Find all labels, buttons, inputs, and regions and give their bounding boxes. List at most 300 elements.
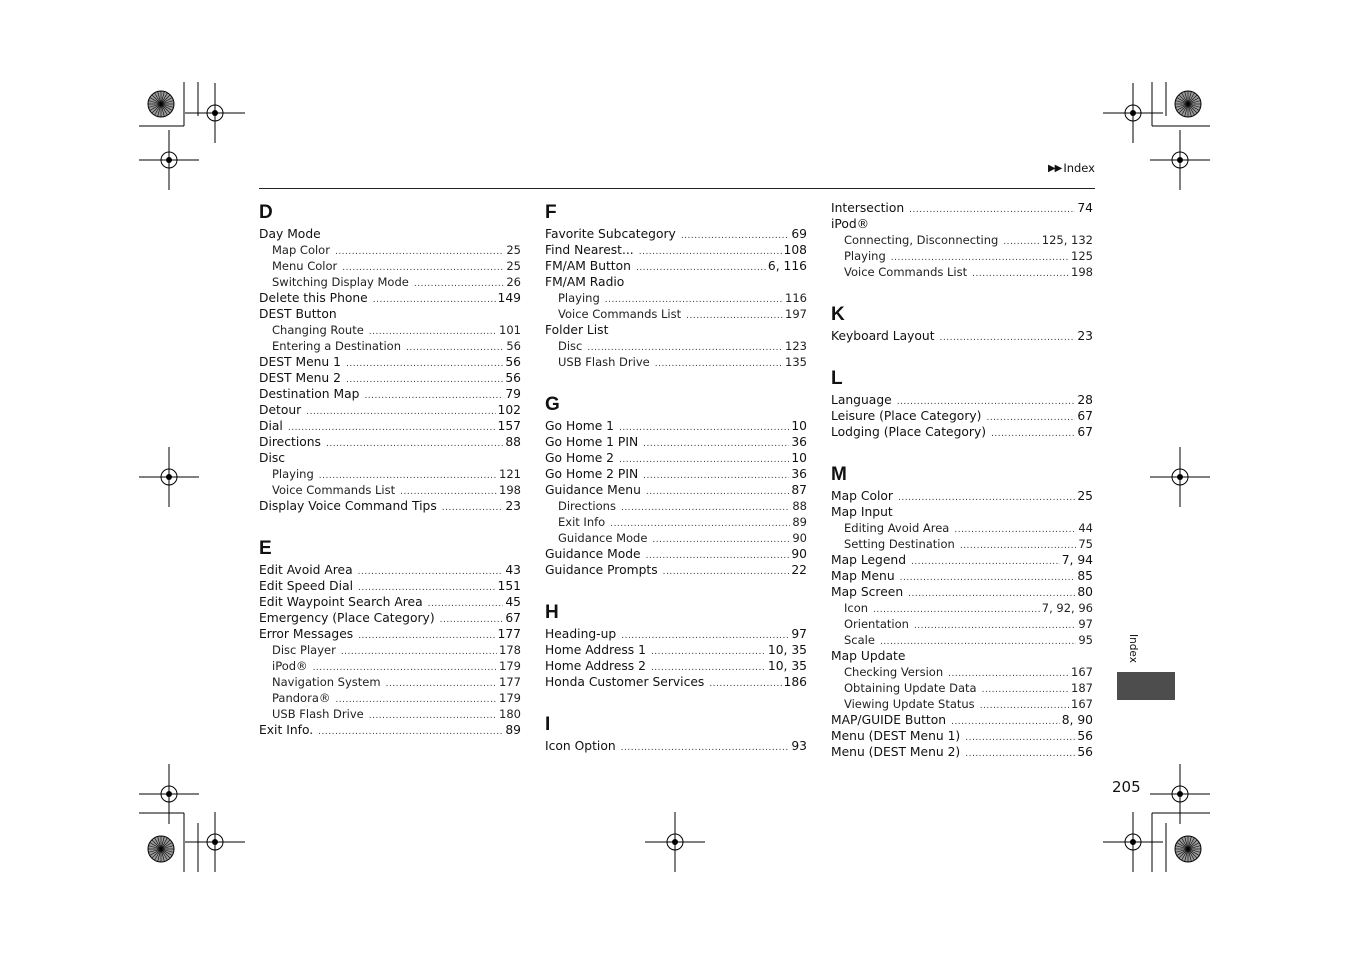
page-reference: 79: [505, 387, 521, 401]
entry-label: Home Address 2: [545, 659, 646, 673]
entry-label: Directions: [259, 435, 321, 449]
section-letter: I: [545, 714, 551, 735]
dot-leader: [442, 500, 504, 516]
page-reference: 7, 92, 96: [1041, 601, 1093, 615]
entry-label: iPod®: [272, 659, 308, 673]
entry-label: Edit Waypoint Search Area: [259, 595, 423, 609]
page-reference: 186: [783, 675, 807, 689]
dot-leader: [386, 676, 497, 692]
dot-leader: [414, 276, 505, 292]
index-subentry: [831, 616, 1093, 632]
entry-label: Menu (DEST Menu 1): [831, 729, 961, 743]
page-reference: 187: [1071, 681, 1093, 695]
dot-leader: [341, 644, 497, 660]
page-reference: 43: [505, 563, 521, 577]
index-entry: [259, 578, 521, 594]
page-reference: 177: [497, 627, 521, 641]
dot-leader: [358, 564, 504, 580]
index-entry: [545, 738, 807, 754]
entry-label: Delete this Phone: [259, 291, 368, 305]
dot-leader: [346, 372, 503, 388]
entry-label: Edit Avoid Area: [259, 563, 353, 577]
page-reference: 88: [505, 435, 521, 449]
page-reference: 149: [497, 291, 521, 305]
index-entry: [545, 450, 807, 466]
index-entry: [259, 370, 521, 386]
index-subentry: [545, 290, 807, 306]
entry-label: USB Flash Drive: [558, 355, 650, 369]
index-entry: [259, 290, 521, 306]
index-entry: [831, 744, 1093, 760]
entry-label: Language: [831, 393, 892, 407]
dot-leader: [1003, 234, 1039, 250]
entry-label: Voice Commands List: [558, 307, 682, 321]
entry-label: Error Messages: [259, 627, 354, 641]
entry-label: Navigation System: [272, 675, 381, 689]
entry-label: Disc: [558, 339, 583, 353]
index-entry: [545, 466, 807, 482]
section-letter: D: [259, 202, 273, 223]
entry-label: Heading-up: [545, 627, 617, 641]
entry-label: Exit Info.: [259, 723, 314, 737]
index-subentry: [259, 642, 521, 658]
entry-label: Emergency (Place Category): [259, 611, 435, 625]
entry-label: MAP/GUIDE Button: [831, 713, 947, 727]
dot-leader: [364, 388, 503, 404]
entry-label: Home Address 1: [545, 643, 646, 657]
dot-leader: [306, 404, 495, 420]
index-entry: [545, 482, 807, 498]
page-reference: 45: [505, 595, 521, 609]
page-reference: 125, 132: [1041, 233, 1093, 247]
page-reference: 88: [792, 499, 807, 513]
entry-label: Setting Destination: [844, 537, 955, 551]
page-reference: 167: [1071, 697, 1093, 711]
registration-dot: [166, 791, 172, 797]
index-subentry: [259, 466, 521, 482]
dot-leader: [335, 244, 504, 260]
index-entry: [259, 306, 521, 322]
entry-label: Guidance Mode: [545, 547, 641, 561]
page-reference: 123: [785, 339, 807, 353]
entry-label: FM/AM Radio: [545, 275, 625, 289]
index-subentry: [259, 706, 521, 722]
dot-leader: [318, 724, 503, 740]
index-entry: [545, 546, 807, 562]
double-arrow-icon: ▶▶: [1047, 162, 1062, 174]
dot-leader: [621, 628, 789, 644]
index-subentry: [831, 248, 1093, 264]
index-column-2: [545, 200, 807, 754]
dot-leader: [986, 410, 1075, 426]
section-letter: H: [545, 602, 559, 623]
page-reference: 26: [506, 275, 521, 289]
dot-leader: [909, 202, 1075, 218]
registration-dot: [672, 839, 678, 845]
dot-leader: [619, 452, 789, 468]
registration-dot: [1177, 791, 1183, 797]
section-letter: G: [545, 394, 560, 415]
entry-label: Playing: [272, 467, 314, 481]
index-subentry: [831, 680, 1093, 696]
dot-leader: [369, 708, 497, 724]
index-subentry: [259, 274, 521, 290]
index-entry: [545, 226, 807, 242]
entry-label: iPod®: [831, 217, 870, 231]
header-rule: [259, 188, 1095, 189]
page-reference: 10, 35: [767, 659, 807, 673]
page-reference: 56: [506, 339, 521, 353]
page-reference: 135: [785, 355, 807, 369]
index-entry: [259, 418, 521, 434]
entry-label: Guidance Menu: [545, 483, 641, 497]
dot-leader: [982, 682, 1069, 698]
index-section: [259, 536, 521, 738]
index-entry: [545, 274, 807, 290]
page-reference: 93: [791, 739, 807, 753]
side-tab: [1117, 672, 1175, 700]
dot-leader: [914, 618, 1076, 634]
entry-label: Go Home 1 PIN: [545, 435, 639, 449]
index-section: [259, 200, 521, 529]
entry-label: Dial: [259, 419, 283, 433]
page-reference: 67: [1077, 425, 1093, 439]
index-entry: [545, 434, 807, 450]
dot-leader: [954, 522, 1076, 538]
index-subentry: [545, 514, 807, 530]
index-subentry: [545, 306, 807, 322]
index-subentry: [831, 664, 1093, 680]
page-reference: 179: [499, 659, 521, 673]
entry-label: Scale: [844, 633, 875, 647]
entry-label: Find Nearest...: [545, 243, 634, 257]
entry-label: Editing Avoid Area: [844, 521, 950, 535]
page-reference: 67: [505, 611, 521, 625]
dot-leader: [651, 644, 766, 660]
entry-label: Honda Customer Services: [545, 675, 705, 689]
index-entry: [831, 488, 1093, 504]
entry-label: Connecting, Disconnecting: [844, 233, 999, 247]
index-section: [545, 712, 807, 754]
entry-label: Switching Display Mode: [272, 275, 409, 289]
dot-leader: [373, 292, 496, 308]
dot-leader: [991, 426, 1075, 442]
index-subentry: [259, 338, 521, 354]
registration-dot: [1177, 474, 1183, 480]
page-reference: 69: [791, 227, 807, 241]
index-column-3: [831, 200, 1093, 760]
index-subentry: [259, 482, 521, 498]
page-reference: 97: [791, 627, 807, 641]
entry-label: Intersection: [831, 201, 905, 215]
entry-label: Menu Color: [272, 259, 338, 273]
index-entry: [259, 722, 521, 738]
page-reference: 10: [791, 451, 807, 465]
index-entry: [831, 552, 1093, 568]
dot-leader: [980, 698, 1069, 714]
dot-leader: [898, 490, 1075, 506]
entry-label: Disc Player: [272, 643, 336, 657]
page-reference: 56: [505, 355, 521, 369]
registration-dot: [1130, 839, 1136, 845]
header-section-title: Index: [1063, 161, 1095, 175]
side-tab-label: Index: [1127, 634, 1139, 663]
index-subentry: [831, 232, 1093, 248]
page-reference: 121: [499, 467, 521, 481]
dot-leader: [900, 570, 1076, 586]
section-letter: K: [831, 304, 845, 325]
entry-label: Voice Commands List: [844, 265, 968, 279]
entry-label: Favorite Subcategory: [545, 227, 676, 241]
page-reference: 36: [791, 435, 807, 449]
index-entry: [259, 354, 521, 370]
entry-label: Menu (DEST Menu 2): [831, 745, 961, 759]
running-header: [1048, 161, 1095, 175]
dot-leader: [681, 228, 790, 244]
page-reference: 101: [499, 323, 521, 337]
page-reference: 10: [791, 419, 807, 433]
registration-dot: [212, 839, 218, 845]
index-subentry: [831, 696, 1093, 712]
index-section: [831, 462, 1093, 760]
page-reference: 197: [785, 307, 807, 321]
page-reference: 23: [505, 499, 521, 513]
registration-dot: [166, 157, 172, 163]
index-entry: [259, 434, 521, 450]
dot-leader: [940, 330, 1076, 346]
registration-dot: [1130, 110, 1136, 116]
index-entry: [259, 594, 521, 610]
page-reference: 56: [1077, 745, 1093, 759]
entry-label: Voice Commands List: [272, 483, 396, 497]
page-reference: 116: [785, 291, 807, 305]
index-subentry: [545, 498, 807, 514]
dot-leader: [619, 420, 789, 436]
entry-label: Map Update: [831, 649, 906, 663]
entry-label: Keyboard Layout: [831, 329, 935, 343]
page-reference: 25: [1077, 489, 1093, 503]
index-entry: [831, 216, 1093, 232]
dot-leader: [643, 436, 789, 452]
entry-label: DEST Menu 2: [259, 371, 341, 385]
entry-label: Icon: [844, 601, 869, 615]
page-reference: 56: [1077, 729, 1093, 743]
entry-label: Changing Route: [272, 323, 364, 337]
dot-leader: [621, 500, 790, 516]
index-entry: [831, 200, 1093, 216]
entry-label: Pandora®: [272, 691, 331, 705]
index-entry: [831, 392, 1093, 408]
page-reference: 108: [783, 243, 807, 257]
page-reference: 67: [1077, 409, 1093, 423]
index-entry: [545, 658, 807, 674]
dot-leader: [965, 746, 1075, 762]
page-reference: 95: [1078, 633, 1093, 647]
entry-label: Guidance Prompts: [545, 563, 658, 577]
dot-leader: [406, 340, 504, 356]
page-reference: 178: [499, 643, 521, 657]
entry-label: Edit Speed Dial: [259, 579, 354, 593]
dot-leader: [655, 356, 783, 372]
index-section: [545, 392, 807, 593]
page-number: 205: [1112, 778, 1141, 796]
index-entry: [259, 386, 521, 402]
entry-label: DEST Button: [259, 307, 337, 321]
page-reference: 23: [1077, 329, 1093, 343]
page-reference: 28: [1077, 393, 1093, 407]
entry-label: Lodging (Place Category): [831, 425, 987, 439]
index-entry: [545, 418, 807, 434]
index-entry: [259, 450, 521, 466]
dot-leader: [346, 356, 503, 372]
index-subentry: [259, 258, 521, 274]
page-reference: 6, 116: [767, 259, 807, 273]
page-reference: 177: [499, 675, 521, 689]
dot-leader: [440, 612, 504, 628]
index-entry: [259, 226, 521, 242]
index-entry: [545, 562, 807, 578]
index-entry: [831, 504, 1093, 520]
page-reference: 10, 35: [767, 643, 807, 657]
page-reference: 90: [791, 547, 807, 561]
entry-label: Map Screen: [831, 585, 904, 599]
index-entry: [545, 242, 807, 258]
page-reference: 44: [1078, 521, 1093, 535]
entry-label: Exit Info: [558, 515, 606, 529]
index-entry: [831, 424, 1093, 440]
entry-label: Map Color: [272, 243, 330, 257]
page-reference: 89: [505, 723, 521, 737]
index-subentry: [259, 322, 521, 338]
entry-label: Go Home 1: [545, 419, 615, 433]
section-letter: E: [259, 538, 272, 559]
entry-label: Map Input: [831, 505, 893, 519]
entry-label: Detour: [259, 403, 302, 417]
entry-label: Playing: [844, 249, 886, 263]
index-entry: [259, 610, 521, 626]
index-entry: [545, 642, 807, 658]
page-reference: 87: [791, 483, 807, 497]
page-reference: 74: [1077, 201, 1093, 215]
page-reference: 56: [505, 371, 521, 385]
section-letter: M: [831, 464, 847, 485]
page-reference: 179: [499, 691, 521, 705]
entry-label: Go Home 2: [545, 451, 615, 465]
index-subentry: [831, 632, 1093, 648]
entry-label: Map Legend: [831, 553, 907, 567]
entry-label: Viewing Update Status: [844, 697, 975, 711]
page-reference: 80: [1077, 585, 1093, 599]
dot-leader: [709, 676, 781, 692]
dot-leader: [951, 714, 1060, 730]
page-reference: 22: [791, 563, 807, 577]
index-subentry: [545, 354, 807, 370]
page-reference: 8, 90: [1061, 713, 1093, 727]
index-entry: [545, 626, 807, 642]
index-column-1: [259, 200, 521, 738]
dot-leader: [646, 548, 790, 564]
entry-label: Entering a Destination: [272, 339, 401, 353]
page-reference: 90: [792, 531, 807, 545]
page-reference: 157: [497, 419, 521, 433]
index-subentry: [831, 536, 1093, 552]
dot-leader: [686, 308, 783, 324]
dot-leader: [643, 468, 789, 484]
index-section: [831, 200, 1093, 295]
dot-leader: [663, 564, 790, 580]
index-subentry: [545, 530, 807, 546]
section-letter: L: [831, 368, 843, 389]
index-entry: [831, 728, 1093, 744]
entry-label: Display Voice Command Tips: [259, 499, 437, 513]
entry-label: Orientation: [844, 617, 909, 631]
index-entry: [259, 402, 521, 418]
index-entry: [259, 498, 521, 514]
section-letter: F: [545, 202, 557, 223]
index-subentry: [259, 690, 521, 706]
dot-leader: [965, 730, 1075, 746]
dot-leader: [358, 628, 495, 644]
dot-leader: [639, 244, 782, 260]
entry-label: Day Mode: [259, 227, 321, 241]
page-reference: 167: [1071, 665, 1093, 679]
index-entry: [831, 408, 1093, 424]
index-entry: [831, 328, 1093, 344]
entry-label: Go Home 2 PIN: [545, 467, 639, 481]
index-entry: [831, 648, 1093, 664]
index-subentry: [831, 600, 1093, 616]
index-entry: [545, 258, 807, 274]
entry-label: Map Menu: [831, 569, 895, 583]
page-reference: 25: [506, 259, 521, 273]
entry-label: Folder List: [545, 323, 609, 337]
page-reference: 180: [499, 707, 521, 721]
dot-leader: [428, 596, 504, 612]
registration-dot: [212, 110, 218, 116]
index-entry: [545, 674, 807, 690]
index-entry: [831, 584, 1093, 600]
index-section: [831, 302, 1093, 359]
page-reference: 97: [1078, 617, 1093, 631]
index-entry: [259, 562, 521, 578]
page-reference: 25: [506, 243, 521, 257]
page-reference: 198: [1071, 265, 1093, 279]
page-reference: 89: [792, 515, 807, 529]
page-reference: 151: [497, 579, 521, 593]
index-subentry: [831, 520, 1093, 536]
index-entry: [259, 626, 521, 642]
dot-leader: [972, 266, 1069, 282]
entry-label: Guidance Mode: [558, 531, 648, 545]
dot-leader: [646, 484, 789, 500]
entry-label: Disc: [259, 451, 286, 465]
registration-dot: [1177, 157, 1183, 163]
index-subentry: [259, 674, 521, 690]
page-reference: 75: [1078, 537, 1093, 551]
dot-leader: [911, 554, 1060, 570]
dot-leader: [880, 634, 1076, 650]
dot-leader: [960, 538, 1077, 554]
entry-label: Destination Map: [259, 387, 360, 401]
registration-dot: [166, 474, 172, 480]
page-reference: 125: [1071, 249, 1093, 263]
entry-label: USB Flash Drive: [272, 707, 364, 721]
entry-label: DEST Menu 1: [259, 355, 341, 369]
page-reference: 36: [791, 467, 807, 481]
dot-leader: [326, 436, 503, 452]
page-reference: 85: [1077, 569, 1093, 583]
entry-label: Map Color: [831, 489, 893, 503]
